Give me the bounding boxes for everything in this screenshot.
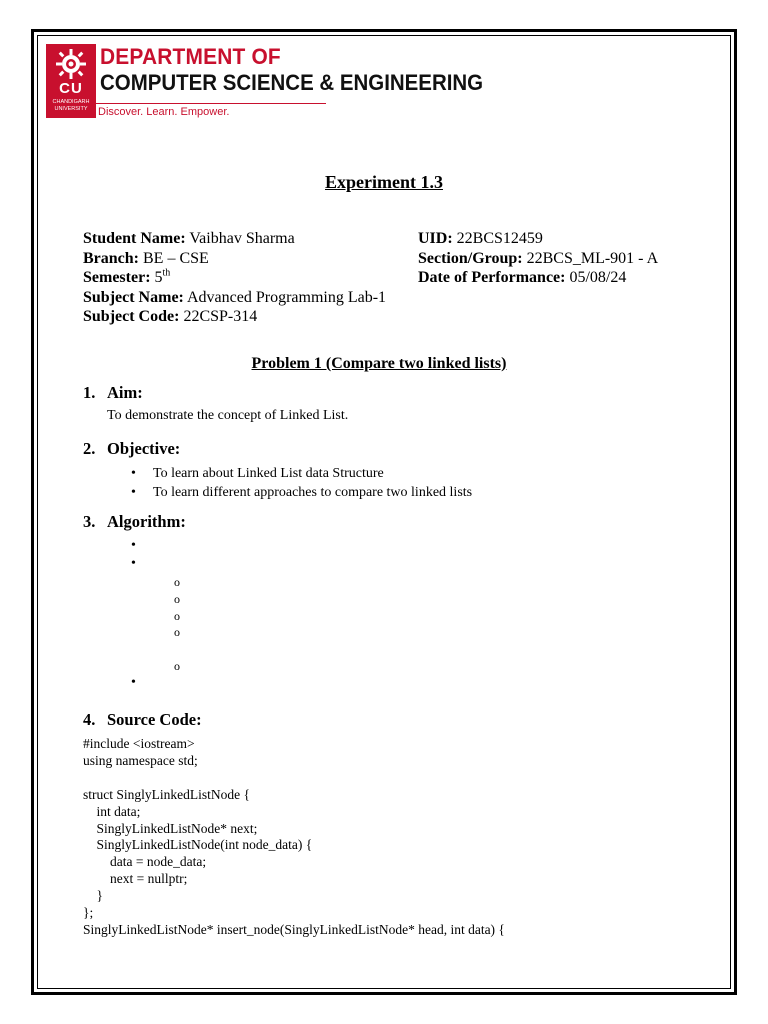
branch-value: BE – CSE <box>139 249 209 267</box>
problem-title: Problem 1 (Compare two linked lists) <box>251 355 507 372</box>
student-name-label: Student Name: <box>83 230 186 247</box>
source-code-heading-text: Source Code: <box>107 710 202 729</box>
student-info-left <box>83 229 386 327</box>
tagline: Discover. Learn. Empower. <box>98 106 230 118</box>
subject-name-row <box>83 288 386 308</box>
source-code-heading <box>83 710 202 730</box>
source-code-number: 4. <box>83 710 96 729</box>
section-value: 22BCS_ML-901 - A <box>522 249 659 267</box>
semester-suffix: th <box>162 267 171 279</box>
semester-label: Semester: <box>83 269 151 286</box>
department-title-line2: COMPUTER SCIENCE & ENGINEERING <box>100 70 484 95</box>
logo-university-name: CHANDIGARH UNIVERSITY <box>52 99 90 112</box>
date-value: 05/08/24 <box>565 269 627 286</box>
bullet-icon: • <box>131 538 136 553</box>
section-label: Section/Group: <box>418 249 523 267</box>
aim-heading <box>83 383 143 403</box>
uid-value: 22BCS12459 <box>452 230 543 247</box>
student-name-row <box>83 229 386 249</box>
student-info-right <box>418 229 658 288</box>
subject-code-row <box>83 307 386 327</box>
uid-label: UID: <box>418 230 453 247</box>
objective-item-text: To learn about Linked List data Structure <box>153 466 384 481</box>
bullet-icon: • <box>131 675 136 690</box>
sub-bullet-icon: o <box>174 609 180 623</box>
branch-row <box>83 249 386 269</box>
aim-number: 1. <box>83 383 96 402</box>
logo-initials: CU <box>59 80 83 97</box>
algorithm-heading <box>83 512 186 532</box>
sub-bullet-icon: o <box>174 659 180 673</box>
branch-label: Branch: <box>83 249 139 267</box>
aim-text: To demonstrate the concept of Linked List. <box>107 408 349 423</box>
uid-row <box>418 229 658 249</box>
experiment-title: Experiment 1.3 <box>325 172 443 192</box>
source-code-block: #include <iostream> using namespace std; struct SinglyLinkedListNode { int data; SinglyLinkedListNode* next; SinglyLinkedListNode(int node_data) { data = node_data; next = nullptr; } }; SinglyLinkedListNode* insert_node(SinglyLinkedListNode* head, int data) { <box>83 736 505 937</box>
university-logo <box>46 44 96 118</box>
sub-bullet-icon: o <box>174 575 180 589</box>
date-row <box>418 268 658 288</box>
bullet-icon: • <box>131 466 136 481</box>
subject-name-value: Advanced Programming Lab-1 <box>183 288 387 306</box>
bullet-icon: • <box>131 485 136 500</box>
department-header <box>46 44 484 122</box>
section-row <box>418 249 658 269</box>
algorithm-number: 3. <box>83 512 96 531</box>
subject-code-value: 22CSP-314 <box>179 308 258 325</box>
department-title-line1: DEPARTMENT OF <box>100 44 281 69</box>
tagline-divider <box>96 103 326 104</box>
objective-item-text: To learn different approaches to compare two linked lists <box>153 485 473 500</box>
sub-bullet-icon: o <box>174 625 180 639</box>
semester-value: 5 <box>150 269 163 286</box>
subject-name-label: Subject Name: <box>83 288 184 306</box>
bullet-icon: • <box>131 556 136 571</box>
objective-heading-text: Objective: <box>107 439 181 458</box>
objective-heading <box>83 439 180 459</box>
gear-emblem-icon <box>53 48 89 80</box>
semester-row <box>83 268 386 288</box>
list-item <box>131 485 472 501</box>
algorithm-heading-text: Algorithm: <box>107 512 186 531</box>
subject-code-label: Subject Code: <box>83 308 180 325</box>
list-item <box>131 466 384 482</box>
sub-bullet-icon: o <box>174 592 180 606</box>
student-name-value: Vaibhav Sharma <box>185 230 295 247</box>
date-label: Date of Performance: <box>418 269 566 286</box>
objective-number: 2. <box>83 439 96 458</box>
aim-heading-text: Aim: <box>107 383 143 402</box>
